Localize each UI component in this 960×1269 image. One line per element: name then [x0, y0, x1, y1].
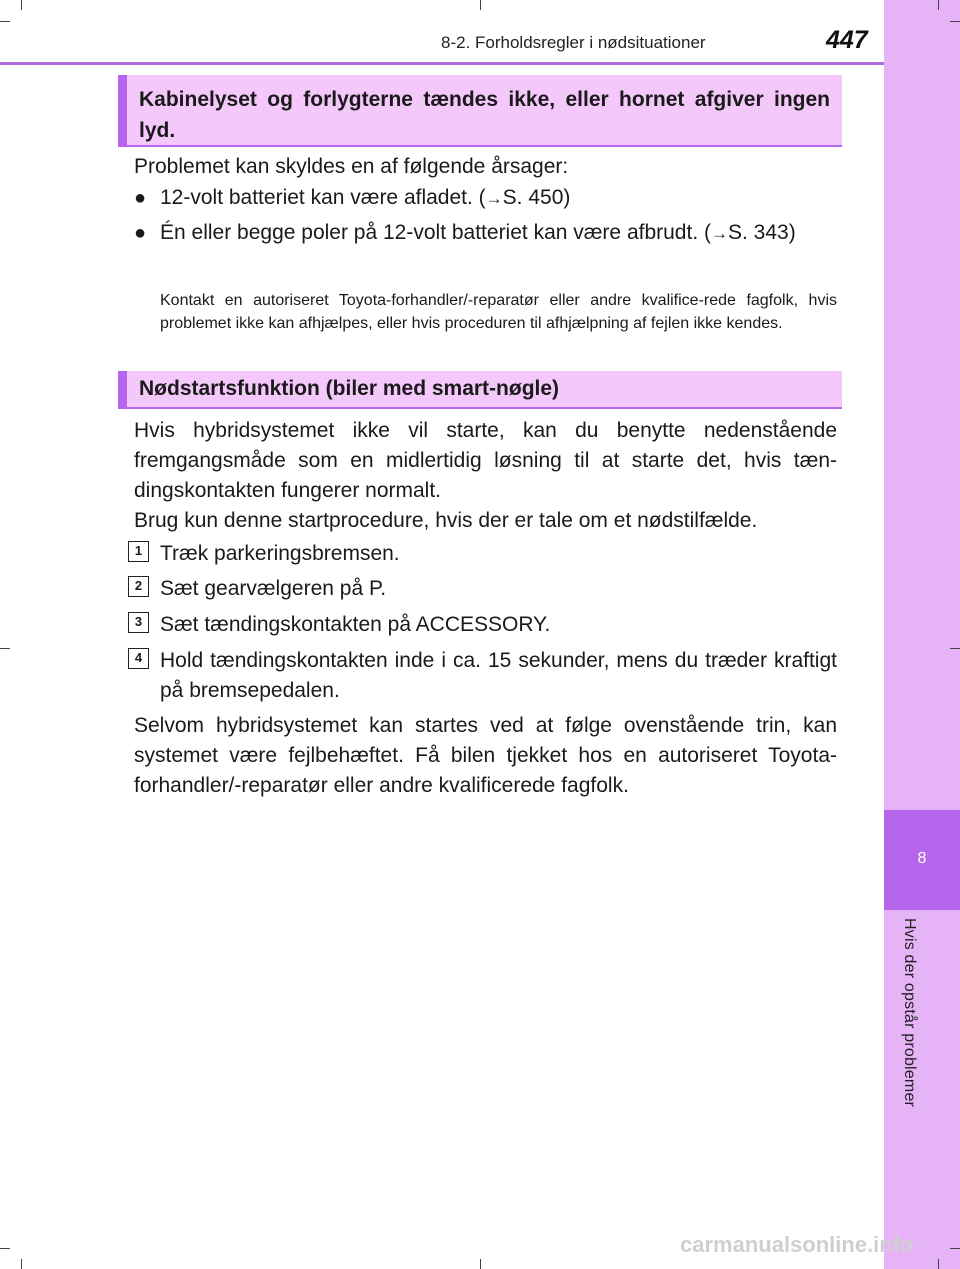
- intro-text: Hvis hybridsystemet ikke vil starte, kan du benytte nedenstående fremgangsmåde som en midlertidig løsning til at starte det, hvis tæn-dingskontakten fungerer normalt.: [134, 419, 837, 502]
- outro-text: Selvom hybridsystemet kan startes ved at følge ovenstående trin, kan systemet være fejlbehæftet. Få bilen tjekket hos en autoriseret Toyota-forhandler/-reparatør eller andre kvalificerede fagfolk.: [134, 714, 837, 797]
- step-text: Sæt tændingskontakten på ACCESSORY.: [160, 613, 551, 636]
- chapter-title: Hvis der opstår problemer: [901, 918, 918, 1108]
- crop-mark: [950, 1248, 960, 1249]
- chapter-number-box: [884, 810, 960, 910]
- page-number: 447: [826, 26, 868, 54]
- intro-text: Brug kun denne startprocedure, hvis der er tale om et nødstilfælde.: [134, 509, 758, 532]
- crop-mark: [938, 0, 939, 10]
- crop-mark: [0, 21, 10, 22]
- page-reference[interactable]: S. 343): [727, 221, 796, 244]
- crop-mark: [480, 0, 481, 10]
- crop-mark: [938, 1259, 939, 1269]
- step-text: Træk parkeringsbremsen.: [160, 542, 400, 565]
- bullet-item: [160, 218, 837, 249]
- arrow-icon: →: [710, 224, 728, 243]
- step-text: Sæt gearvælgeren på P.: [160, 577, 387, 600]
- bullet-item: [160, 183, 837, 214]
- step-number: 4: [128, 648, 149, 669]
- crop-mark: [21, 1259, 22, 1269]
- header-rule: [0, 62, 884, 65]
- chapter-number: 8: [917, 850, 927, 867]
- watermark: carmanualsonline.info: [680, 1232, 914, 1257]
- section-title: 8-2. Forholdsregler i nødsituationer: [441, 33, 706, 52]
- crop-mark: [950, 648, 960, 649]
- bullet-text: Én eller begge poler på 12-volt batteriet kan være afbrudt. (: [160, 221, 711, 244]
- crop-mark: [950, 21, 960, 22]
- note-text: Kontakt en autoriseret Toyota-forhandler/-reparatør eller andre kvalifice-rede fagfolk, hvis problemet ikke kan afhjælpes, eller hvis proceduren til afhjælpning af fejlen ikke kendes.: [160, 292, 837, 332]
- page-reference[interactable]: S. 450): [502, 186, 571, 209]
- step-number: 2: [128, 576, 149, 597]
- bullet-icon: ●: [134, 222, 147, 244]
- crop-mark: [21, 0, 22, 10]
- crop-mark: [0, 648, 10, 649]
- step-text: Hold tændingskontakten inde i ca. 15 sekunder, mens du træder kraftigt på bremsepedalen.: [160, 649, 837, 702]
- section-heading: Kabinelyset og forlygterne tændes ikke, eller hornet afgiver ingen lyd.: [118, 75, 842, 147]
- step-number: 3: [128, 612, 149, 633]
- crop-mark: [480, 1259, 481, 1269]
- arrow-icon: →: [485, 189, 503, 208]
- bullet-text: 12-volt batteriet kan være afladet. (: [160, 186, 486, 209]
- bullet-icon: ●: [134, 187, 147, 209]
- step-number: 1: [128, 541, 149, 562]
- intro-text: Problemet kan skyldes en af følgende årsager:: [134, 155, 569, 178]
- section-heading: Nødstartsfunktion (biler med smart-nøgle): [118, 371, 842, 409]
- crop-mark: [0, 1248, 10, 1249]
